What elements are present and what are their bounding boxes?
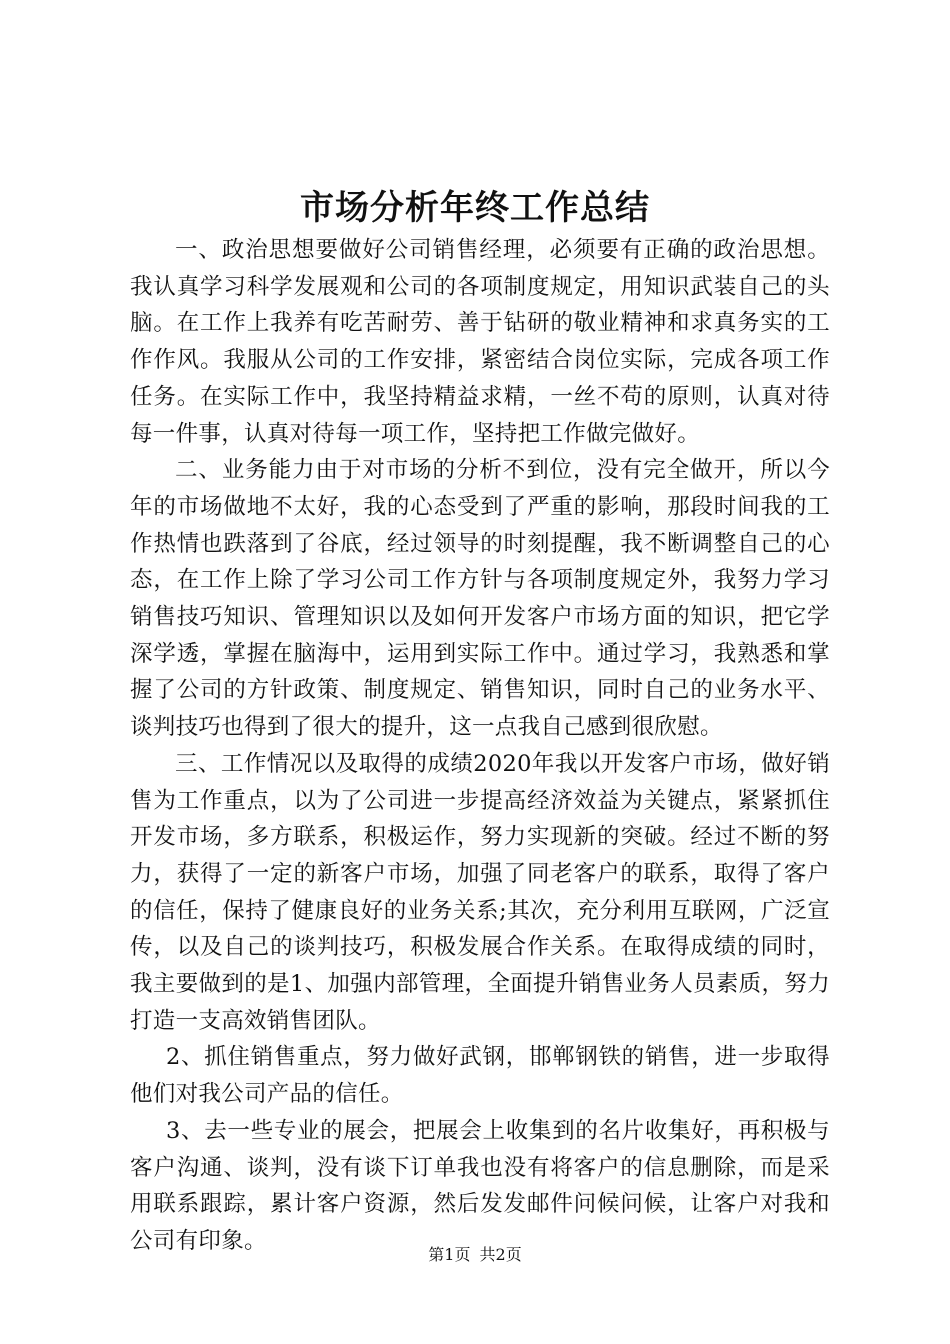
paragraph-political: 一、政治思想要做好公司销售经理，必须要有正确的政治思想。我认真学习科学发展观和公司的各项制度规定，用知识武装自己的头脑。在工作上我养有吃苦耐劳、善于钻研的敬业精神和求真务实的工作作风。我服从公司的工作安排，紧密结合岗位实际，完成各项工作任务。在实际工作中，我坚持精益求精，一丝不苟的原则，认真对待每一件事，认真对待每一项工作，坚持把工作做完做好。 (130, 237, 830, 447)
document-body (130, 232, 830, 1260)
paragraph-business-ability: 二、业务能力由于对市场的分析不到位，没有完全做开，所以今年的市场做地不太好，我的心态受到了严重的影响，那段时间我的工作热情也跌落到了谷底，经过领导的时刻提醒，我不断调整自己的心态，在工作上除了学习公司工作方针与各项制度规定外，我努力学习销售技巧知识、管理知识以及如何开发客户市场方面的知识，把它学深学透，掌握在脑海中，运用到实际工作中。通过学习，我熟悉和掌握了公司的方针政策、制度规定、销售知识，同时自己的业务水平、谈判技巧也得到了很大的提升，这一点我自己感到很欣慰。 (130, 457, 830, 741)
document-title: 市场分析年终工作总结 (300, 188, 650, 228)
page-footer (0, 1244, 950, 1266)
paragraph-exhibitions: 3、去一些专业的展会，把展会上收集到的名片收集好，再积极与客户沟通、谈判，没有谈下订单我也没有将客户的信息删除，而是采用联系跟踪，累计客户资源，然后发发邮件问候问候，让客户对我和公司有印象。 (130, 1117, 830, 1254)
page-number: 第1页 (428, 1245, 471, 1264)
page-total: 共2页 (479, 1245, 522, 1264)
paragraph-work-results: 三、工作情况以及取得的成绩2020年我以开发客户市场，做好销售为工作重点，以为了公司进一步提高经济效益为关键点，紧紧抓住开发市场，多方联系，积极运作，努力实现新的突破。经过不断的努力，获得了一定的新客户市场，加强了同老客户的联系，取得了客户的信任，保持了健康良好的业务关系;其次，充分利用互联网，广泛宣传，以及自己的谈判技巧，积极发展合作关系。在取得成绩的同时，我主要做到的是1、加强内部管理，全面提升销售业务人员素质，努力打造一支高效销售团队。 (130, 750, 830, 1034)
paragraph-sales-focus: 2、抓住销售重点，努力做好武钢，邯郸钢铁的销售，进一步取得他们对我公司产品的信任。 (130, 1044, 830, 1108)
